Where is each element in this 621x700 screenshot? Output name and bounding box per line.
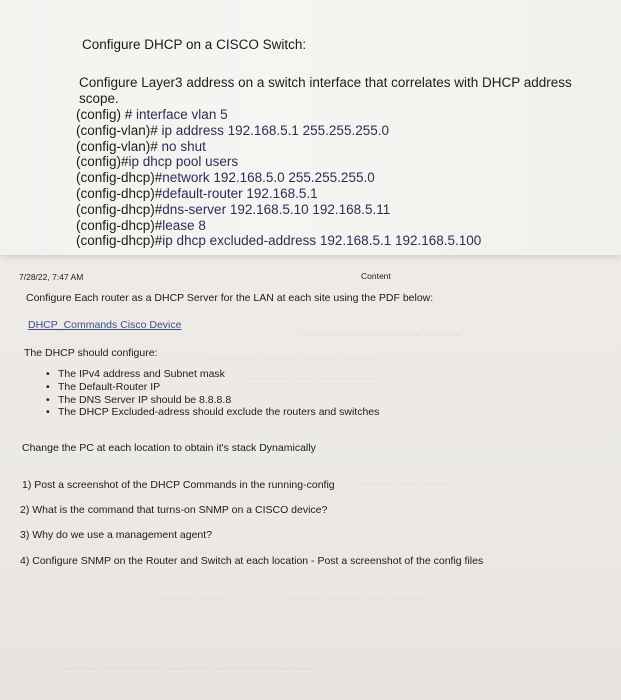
list-item: • The IPv4 address and Subnet mask: [46, 368, 379, 381]
cli-prompt: (config-dhcp)#: [76, 217, 163, 233]
show-through-scribble: ~~~~ ~~~ ~~~~~~: [250, 372, 377, 385]
cli-line: [76, 186, 481, 202]
list-item: • The Default-Router IP: [46, 381, 379, 394]
cli-line: [76, 139, 481, 155]
cli-command: lease 8: [162, 217, 206, 233]
question-2: 2) What is the command that turns-on SNMP on a CISCO device?: [20, 504, 328, 516]
question-1: 1) Post a screenshot of the DHCP Commands in the running-config: [22, 479, 335, 491]
bottom-printed-page: [0, 252, 621, 700]
cli-command: ip dhcp excluded-address 192.168.5.1 192.168.5.100: [162, 233, 482, 249]
cli-prompt: (config-vlan)#: [76, 122, 162, 138]
cli-prompt: (config)#: [76, 154, 129, 170]
cli-prompt: (config) #: [76, 107, 137, 122]
cli-command: network 192.168.5.0 255.255.255.0: [162, 170, 375, 186]
cli-command: dns-server 192.168.5.10 192.168.5.11: [162, 201, 391, 217]
dhcp-requirements-list: [46, 368, 379, 419]
cli-line: [76, 107, 481, 123]
cli-command: no shut: [161, 138, 206, 154]
content-label: Content: [361, 271, 391, 281]
cli-prompt: (config-dhcp)#: [76, 233, 163, 249]
show-through-scribble: ~~~~ ~~ ~~~: [360, 477, 450, 490]
cli-line: [76, 123, 481, 139]
cli-prompt: (config-vlan)#: [76, 138, 162, 154]
cli-prompt: (config-dhcp)#: [76, 201, 163, 217]
assignment-intro: Configure Each router as a DHCP Server for the LAN at each site using the PDF below:: [26, 292, 434, 304]
cli-command: interface vlan 5: [136, 107, 228, 122]
timestamp: 7/28/22, 7:47 AM: [19, 272, 84, 282]
pdf-link[interactable]: DHCP_Commands Cisco Device: [28, 319, 182, 331]
dhcp-heading: The DHCP should configure:: [24, 347, 158, 359]
show-through-scribble: ~~~ ~~ ~~~~ ~~~~ ~~~~: [210, 352, 381, 365]
pc-instruction: Change the PC at each location to obtain it's stack Dynamically: [22, 442, 316, 454]
cli-command-block: [76, 107, 481, 249]
top-printed-page: [0, 0, 621, 255]
show-through-scribble: ~~~ ~~ ~~~~ ~~~ ~~~~: [300, 328, 462, 341]
cli-command: default-router 192.168.5.1: [162, 185, 318, 201]
question-3: 3) Why do we use a management agent?: [20, 529, 213, 541]
question-4: 4) Configure SNMP on the Router and Switch at each location - Post a screenshot of the config files: [20, 555, 484, 567]
show-through-scribble: ~~~~ ~~~~ ~~ ~~~~: [285, 592, 425, 605]
cli-line: [76, 218, 481, 234]
layer3-instruction: Configure Layer3 address on a switch interface that correlates with DHCP address scope.: [79, 75, 572, 106]
list-item: • The DHCP Excluded-adress should exclude the routers and switches: [46, 406, 379, 419]
cli-line: [76, 202, 481, 218]
cli-line: [76, 170, 481, 186]
cli-line: [76, 233, 481, 249]
page-title: Configure DHCP on a CISCO Switch:: [82, 37, 307, 52]
cli-command: ip dhcp pool users: [128, 154, 239, 170]
show-through-scribble: ~~~~ ~~~~ ~~ ~~~~~ ~~~~ ~~~~~~: [65, 662, 313, 675]
list-item: • The DNS Server IP should be 8.8.8.8: [46, 394, 379, 407]
cli-command: ip address 192.168.5.1 255.255.255.0: [161, 122, 389, 138]
cli-line: [76, 154, 481, 170]
cli-prompt: (config-dhcp)#: [76, 185, 163, 201]
cli-prompt: (config-dhcp)#: [76, 170, 163, 186]
show-through-scribble: ~~~~ ~~~: [155, 592, 224, 605]
